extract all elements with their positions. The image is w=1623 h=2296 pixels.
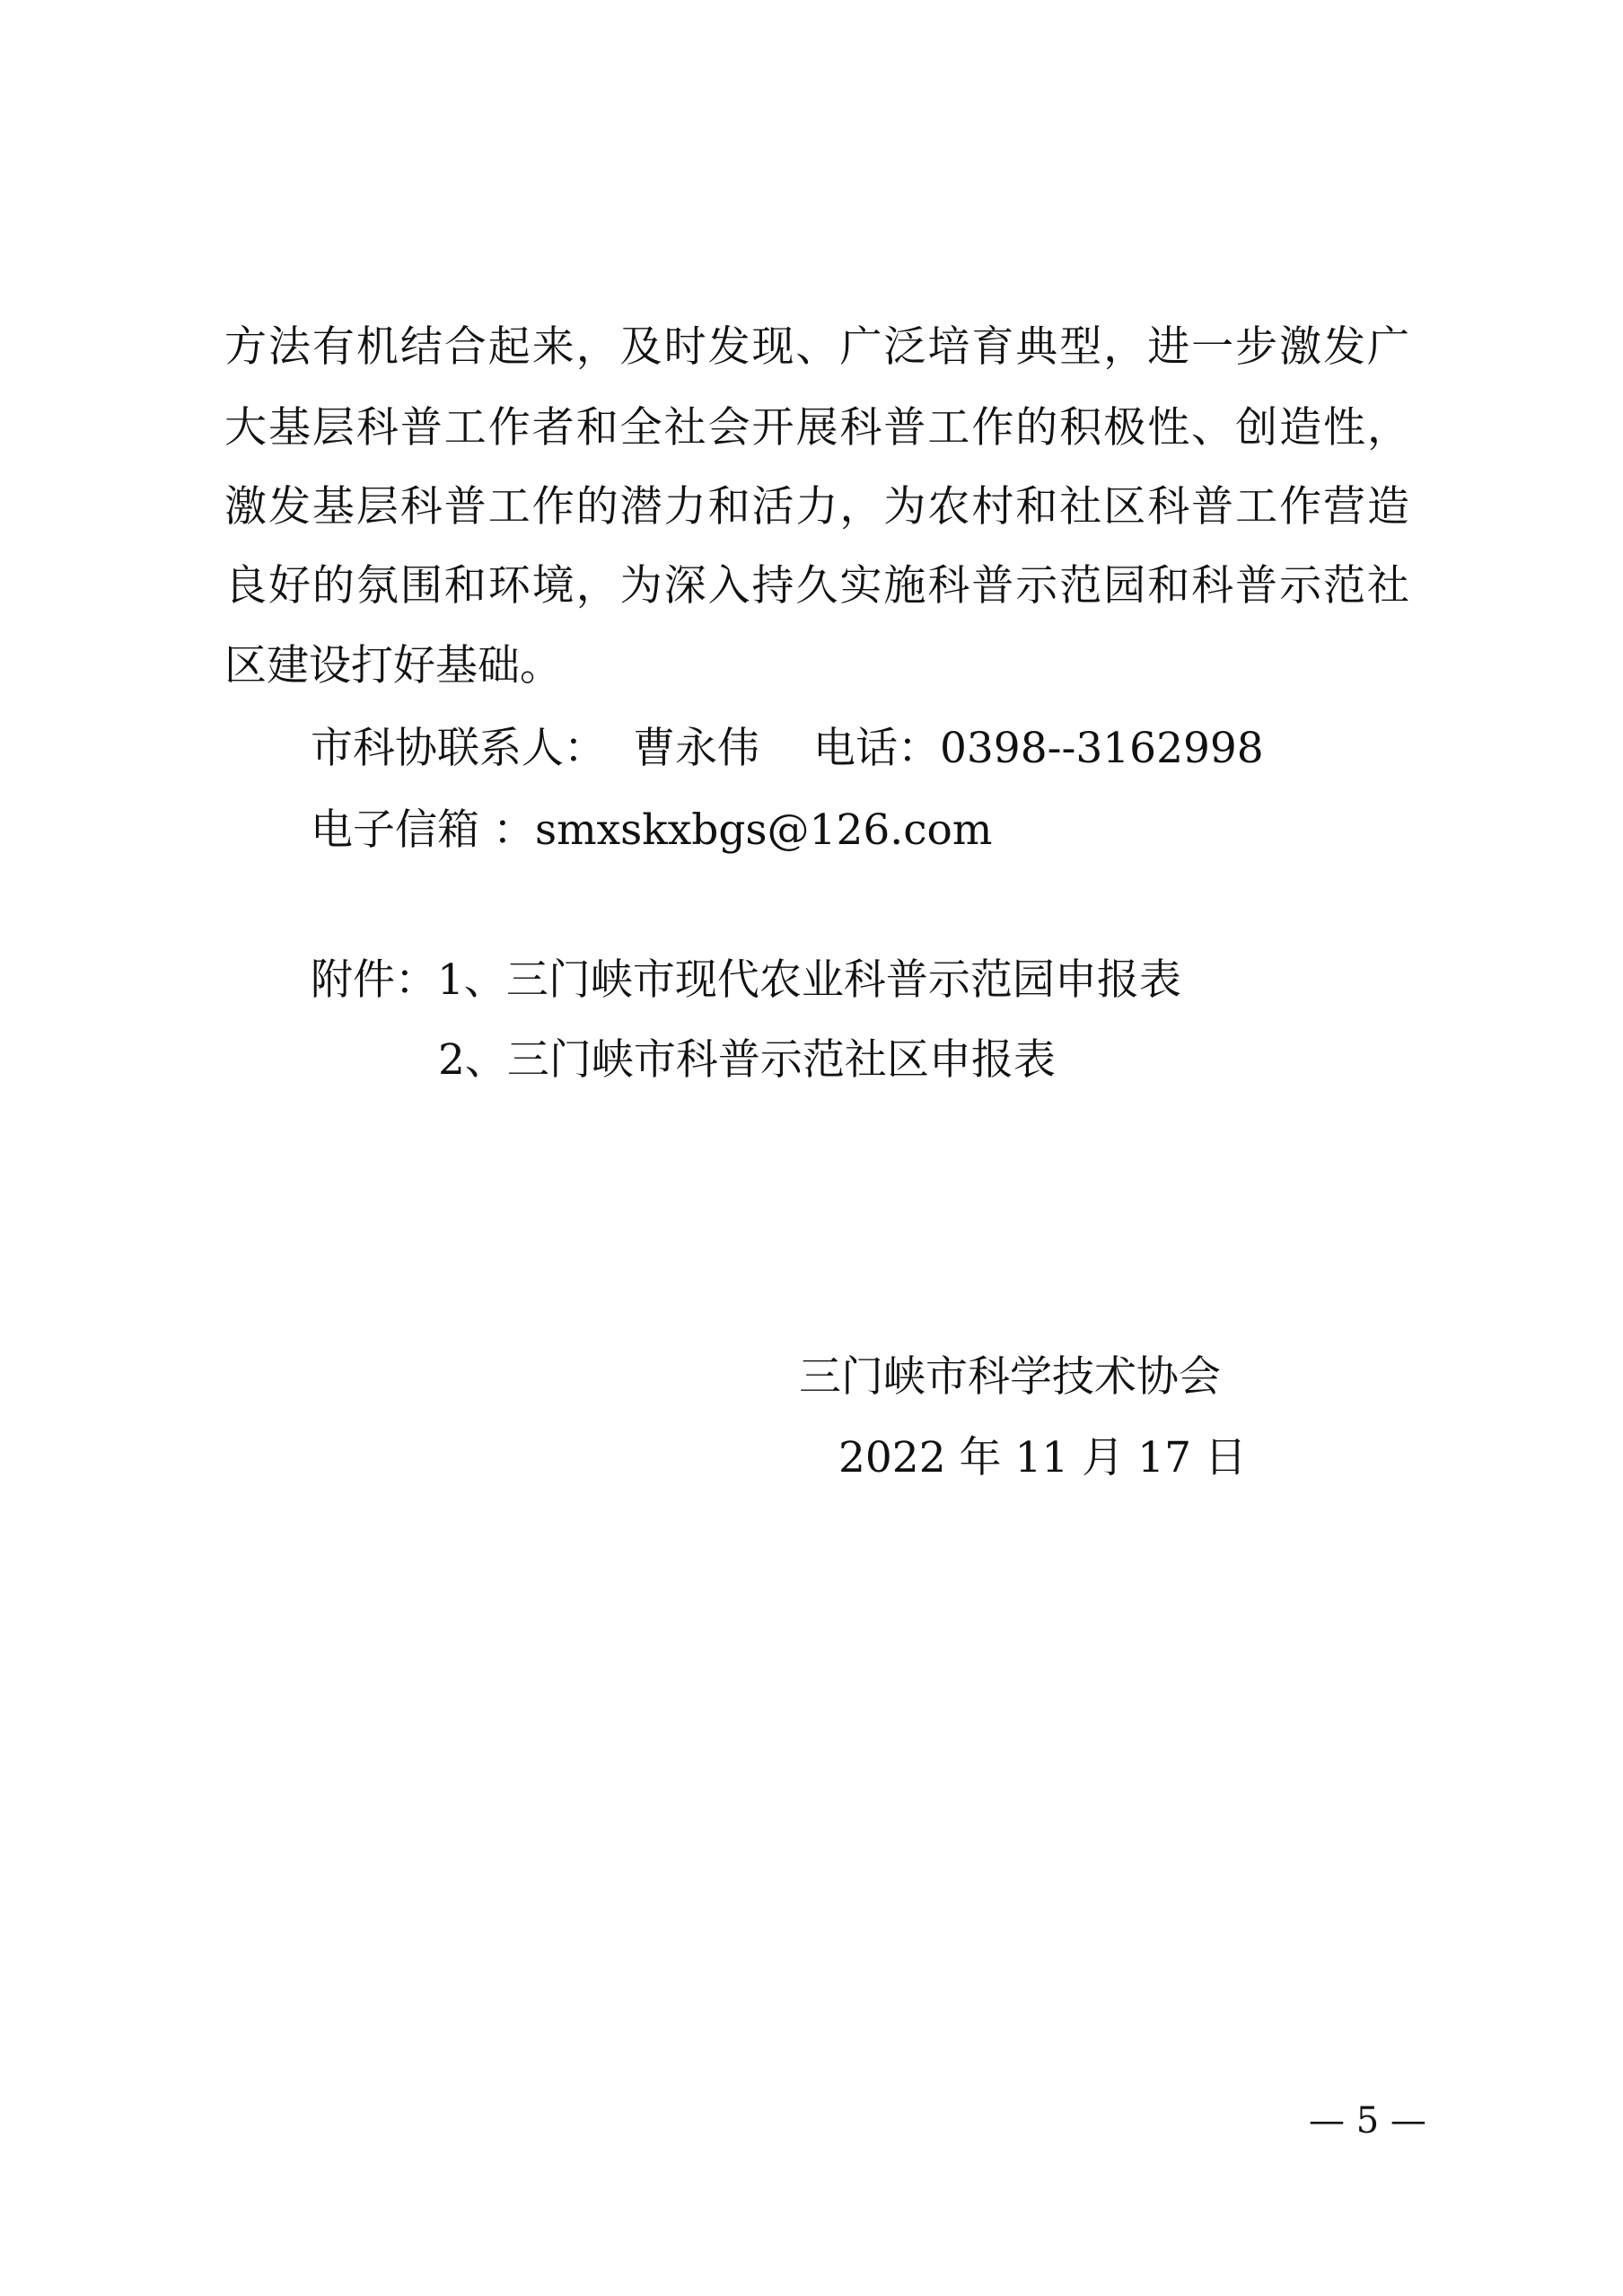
body-line-1: 方法有机结合起来，及时发现、广泛培育典型，进一步激发广 xyxy=(224,322,1409,372)
contact-email-label: 电子信箱 ： xyxy=(311,805,535,855)
body-line-5: 区建设打好基础。 xyxy=(224,641,562,691)
contact-phone-label: 电话： xyxy=(813,724,940,773)
page-number: — 5 — xyxy=(1309,2100,1426,2142)
contact-person-label: 市科协联系人： xyxy=(311,724,606,773)
attachment-item-2: 2、三门峡市科普示范社区申报表 xyxy=(438,1035,1056,1085)
contact-phone-value: 0398--3162998 xyxy=(940,724,1264,773)
signature-date: 2022 年 11 月 17 日 xyxy=(838,1433,1247,1482)
body-line-4: 良好的氛围和环境，为深入持久实施科普示范园和科普示范社 xyxy=(224,561,1409,611)
attachment-label: 附件： xyxy=(311,955,437,1005)
body-line-2: 大基层科普工作者和全社会开展科普工作的积极性、创造性， xyxy=(224,403,1409,453)
contact-person-name: 曹永伟 xyxy=(633,724,759,773)
contact-email-line xyxy=(311,804,992,858)
contact-person-line xyxy=(311,722,1264,776)
body-line-3: 激发基层科普工作的潜力和活力，为农村和社区科普工作营造 xyxy=(224,482,1409,532)
contact-email-value: smxskxbgs@126.com xyxy=(534,805,993,855)
signature-organization: 三门峡市科学技术协会 xyxy=(799,1352,1221,1402)
attachment-line-2 xyxy=(438,1034,1056,1087)
attachment-line-1 xyxy=(311,954,1181,1007)
attachment-item-1: 1、三门峡市现代农业科普示范园申报表 xyxy=(437,955,1181,1005)
